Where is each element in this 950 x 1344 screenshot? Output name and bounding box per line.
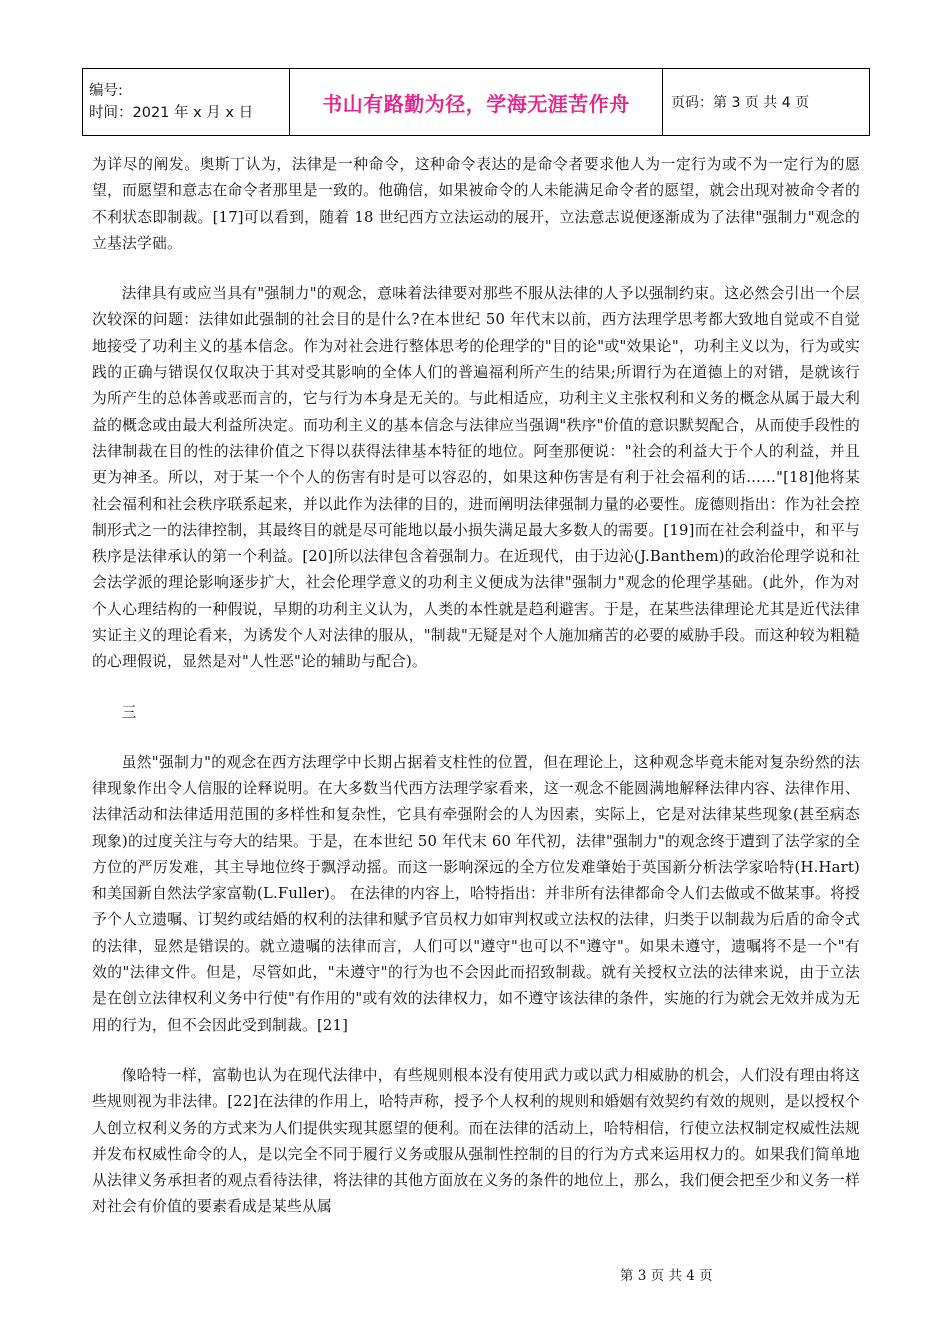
document-number-label: 编号:: [89, 83, 123, 99]
paragraph-2: 法律具有或应当具有"强制力"的观念，意味着法律要对那些不服从法律的人予以强制约束。这必然会引出一个层次较深的问题：法律如此强制的社会目的是什么?在本世纪 50 年代末以前，西方法理学思考都大致地自觉或不自觉地接受了功利主义的基本信念。作为对社会进行整体思考的伦理学的"目的论"或"效果论"，功利主义以为，行为或实践的正确与错误仅仅取决于其对受其影响的全体人们的普遍福利所产生的结果;所谓行为在道德上的对错，是就该行为所产生的总体善或恶而言的，它与行为本身是无关的。与此相适应，功利主义主张权利和义务的概念从属于最大利益的概念或由最大利益所决定。而功利主义的基本信念与法律应当强调"秩序"价值的意识默契配合，从而使手段性的法律制裁在目的性的法律价值之下得以获得法律基本特征的地位。阿奎那便说："社会的利益大于个人的利益，并且更为神圣。所以，对于某一个个人的伤害有时是可以容忍的，如果这种伤害是有利于社会福利的话……"[18]他将某社会福利和社会秩序联系起来，并以此作为法律的目的，进而阐明法律强制力量的必要性。庞德则指出：作为社会控制形式之一的法律控制，其最终目的就是尽可能地以最小损失满足最大多数人的需要。[19]而在社会利益中，和平与秩序是法律承认的第一个利益。[20]所以法律包含着强制力。在近现代，由于边沁(J.Banthem)的政治伦理学说和社会法学派的理论影响逐步扩大，社会伦理学意义的功利主义便成为法律"强制力"观念的伦理学基础。(此外，作为对个人心理结构的一种假说，早期的功利主义认为，人类的本性就是趋利避害。于是，在某些法律理论尤其是近代法律实证主义的理论看来，为诱发个人对法律的服从，"制裁"无疑是对个人施加痛苦的必要的威胁手段。而这种较为粗糙的心理假说，显然是对"人性恶"论的辅助与配合)。: [92, 285, 860, 671]
paragraph-4: 像哈特一样，富勒也认为在现代法律中，有些规则根本没有使用武力或以武力相威胁的机会，人们没有理由将这些规则视为非法律。[22]在法律的作用上，哈特声称，授予个人权利的规则和婚姻有效契约有效的规则，是以授权个人创立权利义务的方式来为人们提供实现其愿望的便利。而在法律的活动上，哈特相信，行使立法权制定权威性法规并发布权威性命令的人，是以完全不同于履行义务或服从强制性控制的目的行为方式来运用权力的。如果我们简单地从法律义务承担者的观点看待法律，将法律的其他方面放在义务的条件的地位上，那么，我们便会把至少和义务一样对社会有价值的要素看成是某些从属: [92, 1066, 860, 1216]
document-body: [92, 152, 860, 1221]
header-meta-cell: [83, 69, 290, 136]
footer-page-number: 第 3 页 共 4 页: [620, 1268, 713, 1284]
section-heading: 三: [121, 703, 137, 721]
paragraph-1: 为详尽的阐发。奥斯丁认为，法律是一种命令，这种命令表达的是命令者要求他人为一定行为或不为一定行为的愿望，而愿望和意志在命令者那里是一致的。他确信，如果被命令的人未能满足命令者的愿望，就会出现对被命令者的不利状态即制裁。[17]可以看到，随着 18 世纪西方立法运动的展开，立法意志说便逐渐成为了法律"强制力"观念的立基法学础。: [92, 156, 860, 252]
header-motto: 书山有路勤为径，学海无涯苦作舟: [290, 69, 663, 136]
document-header: [82, 68, 870, 136]
document-date-label: 时间：2021 年 x 月 x 日: [89, 105, 254, 121]
paragraph-3: 虽然"强制力"的观念在西方法理学中长期占据着支柱性的位置，但在理论上，这种观念毕竟未能对复杂纷然的法律现象作出令人信服的诠释说明。在大多数当代西方法理学家看来，这一观念不能圆满地解释法律内容、法律作用、法律活动和法律适用范围的多样性和复杂性，它具有牵强附会的人为因素，实际上，它是对法律某些现象(甚至病态现象)的过度关注与夸大的结果。于是，在本世纪 50 年代末 60 年代初，法律"强制力"的观念终于遭到了法学家的全方位的严厉发难，其主导地位终于飘浮动摇。而这一影响深远的全方位发难肇始于英国新分析法学家哈特(H.Hart)和美国新自然法学家富勒(L.Fuller)。 在法律的内容上，哈特指出：并非所有法律都命令人们去做或不做某事。将授予个人立遗嘱、订契约或结婚的权利的法律和赋予官员权力如审判权或立法权的法律，归类于以制裁为后盾的命令式的法律，显然是错误的。就立遗嘱的法律而言，人们可以"遵守"也可以不"遵守"。如果未遵守，遗嘱将不是一个"有效的"法律文件。但是，尽管如此，"未遵守"的行为也不会因此而招致制裁。就有关授权立法的法律来说，由于立法是在创立法律权利义务中行使"有作用的"或有效的法律权力，如不遵守该法律的条件，实施的行为就会无效并成为无用的行为，但不会因此受到制裁。[21]: [92, 753, 860, 1034]
header-page-number: 页码：第 3 页 共 4 页: [663, 69, 870, 136]
